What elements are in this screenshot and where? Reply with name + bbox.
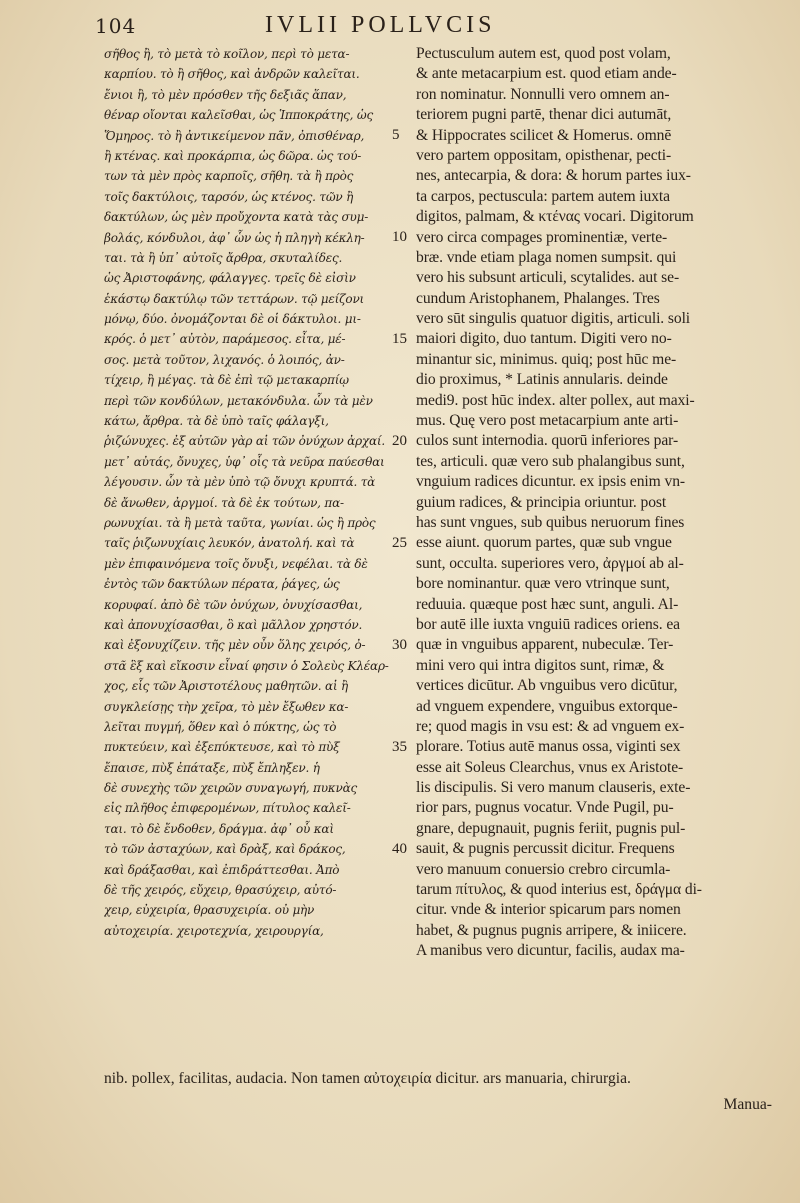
latin-line: guium radices, & principia oriuntur. post xyxy=(416,493,667,511)
latin-text-column xyxy=(416,44,776,962)
latin-line: quæ in vnguibus apparent, nubeculæ. Ter- xyxy=(416,636,674,654)
latin-line: sunt, occulta. superiores vero, ἀργμοί ab al- xyxy=(416,554,684,572)
latin-line: A manibus vero dicuntur, facilis, audax ma- xyxy=(416,942,685,960)
greek-line: περὶ τῶν κονδύλων, μετακόνδυλα. ὧν τὰ μὲν xyxy=(104,393,373,408)
greek-line: κορυφαί. ἀπὸ δὲ τῶν ὀνύχων, ὀνυχίσασθαι, xyxy=(104,597,363,612)
greek-line: ῥιζώνυχες. ἐξ αὐτῶν γὰρ αἱ τῶν ὀνύχων ἀρχαί. xyxy=(104,434,386,449)
greek-line: πυκτεύειν, καὶ ἐξεπύκτευσε, καὶ τὸ πὺξ xyxy=(104,740,340,755)
greek-line: σῆθος ἢ, τὸ μετὰ τὸ κοῖλον, περὶ τὸ μετα- xyxy=(104,47,350,61)
latin-line: vero sūt singulis quatuor digitis, articuli. soli xyxy=(416,310,691,328)
latin-line: plorare. Totius autē manus ossa, viginti sex xyxy=(416,738,681,756)
greek-line: ἔπαισε, πὺξ ἐπάταξε, πὺξ ἔπληξεν. ἡ xyxy=(104,760,320,775)
latin-line: culos sunt internodia. quorū inferiores par- xyxy=(416,432,679,450)
latin-line: bore nominantur. quæ vero vtrinque sunt, xyxy=(416,575,670,593)
greek-line: σος. μετὰ τοῦτον, λιχανός. ὁ λοιπός, ἀν- xyxy=(104,352,345,367)
greek-line: των τὰ μὲν πρὸς καρποῖς, σῆθη. τὰ ἢ πρὸς xyxy=(104,169,354,184)
latin-line: mus. Quę vero post metacarpium ante arti- xyxy=(416,412,679,430)
greek-line: καὶ ἐξονυχίζειν. τῆς μὲν οὖν ὅλης χειρός, ὀ- xyxy=(104,638,366,653)
greek-line: καὶ ἀπονυχίσασθαι, ὃ καὶ μᾶλλον χρηστόν. xyxy=(104,617,363,632)
greek-line: θέναρ οἴονται καλεῖσθαι, ὡς Ἱπποκράτης, ὡς xyxy=(104,108,373,123)
latin-line: citur. vnde & interior spicarum pars nomen xyxy=(416,901,681,919)
greek-line: Ὅμηρος. τὸ ἢ ἀντικείμενον πᾶν, ὀπισθέναρ, xyxy=(104,128,365,143)
latin-line: digitos, palmam, & κτένας vocari. Digitorum xyxy=(416,208,694,226)
greek-line: ἐντὸς τῶν δακτύλων πέρατα, ῥάγες, ὡς xyxy=(104,577,340,592)
greek-line: λέγουσιν. ὧν τὰ μὲν ὑπὸ τῷ ὄνυχι κρυπτά. τὰ xyxy=(104,475,376,490)
latin-line: gnare, depugnauit, pugnis feriit, pugnis pul- xyxy=(416,819,686,837)
latin-line: & Hippocrates scilicet & Homerus. omnē xyxy=(416,126,672,144)
latin-line: tarum πίτυλος, & quod interius est, δράγμα di- xyxy=(416,881,702,899)
latin-line: vnguium radices dicuntur. ex ipsis enim vn- xyxy=(416,473,685,491)
latin-line: bræ. vnde etiam plaga nomen sumpsit. qui xyxy=(416,248,677,266)
greek-line: ἢ κτένας. καὶ προκάρπια, ὡς δῶρα. ὡς τού- xyxy=(104,148,362,163)
greek-line: εἰς πλῆθος ἐπιφερομένων, πίτυλος καλεῖ- xyxy=(104,801,351,816)
greek-text-column xyxy=(104,44,392,941)
catchword: Manua- xyxy=(723,1096,772,1113)
full-width-line: nib. pollex, facilitas, audacia. Non tamen αὐτοχειρία dicitur. ars manuaria, chirurgia. xyxy=(104,1070,631,1087)
greek-line: τὸ τῶν ἀσταχύων, καὶ δρὰξ, καὶ δράκος, xyxy=(104,842,346,857)
greek-line: στᾶ ἓξ καὶ εἴκοσιν εἶναί φησιν ὁ Σολεὺς Κλέαρ- xyxy=(104,658,389,673)
latin-line: vero partem oppositam, opisthenar, pecti- xyxy=(416,146,672,164)
greek-line: ὡς Ἀριστοφάνης, φάλαγγες. τρεῖς δὲ εἰσὶν xyxy=(104,271,356,286)
latin-line: mini vero qui intra digitos sunt, rimæ, & xyxy=(416,656,665,674)
greek-line: τίχειρ, ἢ μέγας. τὰ δὲ ἐπὶ τῷ μετακαρπίῳ xyxy=(104,373,349,388)
page-number: 104 xyxy=(95,14,137,38)
line-number: 25 xyxy=(392,534,407,551)
latin-line: maiori digito, duo tantum. Digiti vero no- xyxy=(416,330,672,348)
line-number: 5 xyxy=(392,126,400,143)
running-title: IVLII POLLVCIS xyxy=(265,12,496,38)
latin-line: medi9. post hūc index. alter pollex, aut maxi- xyxy=(416,391,695,409)
line-number: 10 xyxy=(392,228,407,245)
greek-line: τοῖς δακτύλοις, ταρσόν, ὡς κτένος. τῶν ἢ xyxy=(104,189,354,204)
latin-line: rior pars, pugnus vocatur. Vnde Pugil, pu- xyxy=(416,799,674,817)
greek-line: χος, εἷς τῶν Ἀριστοτέλους μαθητῶν. αἱ ἢ xyxy=(104,679,348,694)
latin-line: teriorem pugni partē, thenar dici autumāt, xyxy=(416,106,672,124)
latin-line: minantur sic, minimus. quiq; post hūc me- xyxy=(416,350,677,368)
greek-line: λεῖται πυγμή, ὅθεν καὶ ὁ πύκτης, ὡς τὸ xyxy=(104,719,337,734)
latin-line: reduuia. quæque post hæc sunt, anguli. Al- xyxy=(416,595,679,613)
latin-line: has sunt vngues, sub quibus neruorum fines xyxy=(416,513,685,531)
latin-line: sauit, & pugnis percussit dicitur. Frequens xyxy=(416,840,675,858)
latin-line: tes, articuli. quæ vero sub phalangibus sunt, xyxy=(416,452,685,470)
latin-line: lis discipulis. Si vero manum clauseris, exte- xyxy=(416,779,691,797)
greek-line: καὶ δράξασθαι, καὶ ἐπιδράττεσθαι. Ἀπὸ xyxy=(104,862,340,877)
greek-line: δὲ τῆς χειρός, εὔχειρ, θρασύχειρ, αὐτό- xyxy=(104,883,337,898)
greek-line: δὲ ἄνωθεν, ἀργμοί. τὰ δὲ ἐκ τούτων, πα- xyxy=(104,495,344,510)
greek-line: συγκλείσῃς τὴν χεῖρα, τὸ μὲν ἔξωθεν κα- xyxy=(104,699,349,714)
line-number: 40 xyxy=(392,840,407,857)
greek-line: βολάς, κόνδυλοι, ἀφ᾽ ὧν ὡς ἡ πληγὴ κέκλη- xyxy=(104,230,365,245)
latin-line: Pectusculum autem est, quod post volam, xyxy=(416,45,671,62)
greek-line: κρός. ὁ μετ᾽ αὐτὸν, παράμεσος. εἶτα, μέ- xyxy=(104,332,346,347)
greek-line: μετ᾽ αὐτάς, ὄνυχες, ὑφ᾽ οἷς τὰ νεῦρα παύεσθαι xyxy=(104,454,385,469)
latin-line: vero circa compages prominentiæ, verte- xyxy=(416,228,668,246)
latin-line: & ante metacarpium est. quod etiam ande- xyxy=(416,65,677,83)
latin-line: nes, antecarpia, & dora: & horum partes iux- xyxy=(416,167,691,185)
latin-line: vero manuum conuersio crebro circumla- xyxy=(416,860,671,878)
greek-line: ται. τὸ δὲ ἔνδοθεν, δράγμα. ἀφ᾽ οὗ καὶ xyxy=(104,821,334,836)
latin-line: esse aiunt. quorum partes, quæ sub vngue xyxy=(416,534,672,552)
greek-line: αὐτοχειρία. χειροτεχνία, χειρουργία, xyxy=(104,923,324,938)
latin-line: ad vnguem expendere, vnguibus extorque- xyxy=(416,697,678,715)
latin-line: ron nominatur. Nonnulli vero omnem an- xyxy=(416,85,670,103)
latin-line: vertices dicūtur. Ab vnguibus vero dicūtur, xyxy=(416,677,678,695)
greek-line: ταῖς ῥιζωνυχίαις λευκόν, ἀνατολή. καὶ τὰ xyxy=(104,536,355,551)
line-number: 15 xyxy=(392,330,407,347)
line-number: 30 xyxy=(392,636,407,653)
line-number: 35 xyxy=(392,738,407,755)
latin-line: bor autē ille iuxta vnguiū radices oriens. ea xyxy=(416,615,680,633)
latin-line: ta carpos, pectuscula: partem autem iuxta xyxy=(416,187,670,205)
greek-line: καρπίου. τὸ ἢ σῆθος, καὶ ἀνδρῶν καλεῖται. xyxy=(104,67,360,82)
greek-line: μόνῳ, δύο. ὀνομάζονται δὲ οἱ δάκτυλοι. μι- xyxy=(104,312,361,327)
latin-line: cundum Aristophanem, Phalanges. Tres xyxy=(416,289,660,307)
latin-line: re; quod magis in vsu est: & ad vnguem ex- xyxy=(416,717,685,735)
latin-line: dio proximus, * Latinis annularis. deinde xyxy=(416,371,668,389)
greek-line: κάτω, ἄρθρα. τὰ δὲ ὑπὸ ταῖς φάλαγξι, xyxy=(104,414,329,429)
greek-line: ται. τὰ ἢ ὑπ᾽ αὐτοῖς ἄρθρα, σκυταλίδες. xyxy=(104,250,343,265)
line-number: 20 xyxy=(392,432,407,449)
greek-line: ἑκάστῳ δακτύλῳ τῶν τεττάρων. τῷ μείζονι xyxy=(104,291,365,306)
page-header xyxy=(95,10,775,40)
greek-line: δὲ συνεχὴς τῶν χειρῶν συναγωγή, πυκνὰς xyxy=(104,781,357,796)
latin-line: habet, & pugnus pugnis arripere, & iniicere. xyxy=(416,921,687,939)
greek-line: δακτύλων, ὡς μὲν προὔχοντα κατὰ τὰς συμ- xyxy=(104,210,369,225)
greek-line: ρωνυχίαι. τὰ ἢ μετὰ ταῦτα, γωνίαι. ὡς ἢ πρὸς xyxy=(104,515,376,530)
greek-line: ἔνιοι ἢ, τὸ μὲν πρόσθεν τῆς δεξιᾶς ἅπαν, xyxy=(104,87,347,102)
greek-line: χειρ, εὐχειρία, θρασυχειρία. οὐ μὴν xyxy=(104,903,315,918)
latin-line: esse ait Soleus Clearchus, vnus ex Aristote- xyxy=(416,758,684,776)
latin-line: vero his subsunt articuli, scytalides. aut se- xyxy=(416,269,680,287)
greek-line: μὲν ἐπιφαινόμενα τοῖς ὄνυξι, νεφέλαι. τὰ δὲ xyxy=(104,556,368,571)
